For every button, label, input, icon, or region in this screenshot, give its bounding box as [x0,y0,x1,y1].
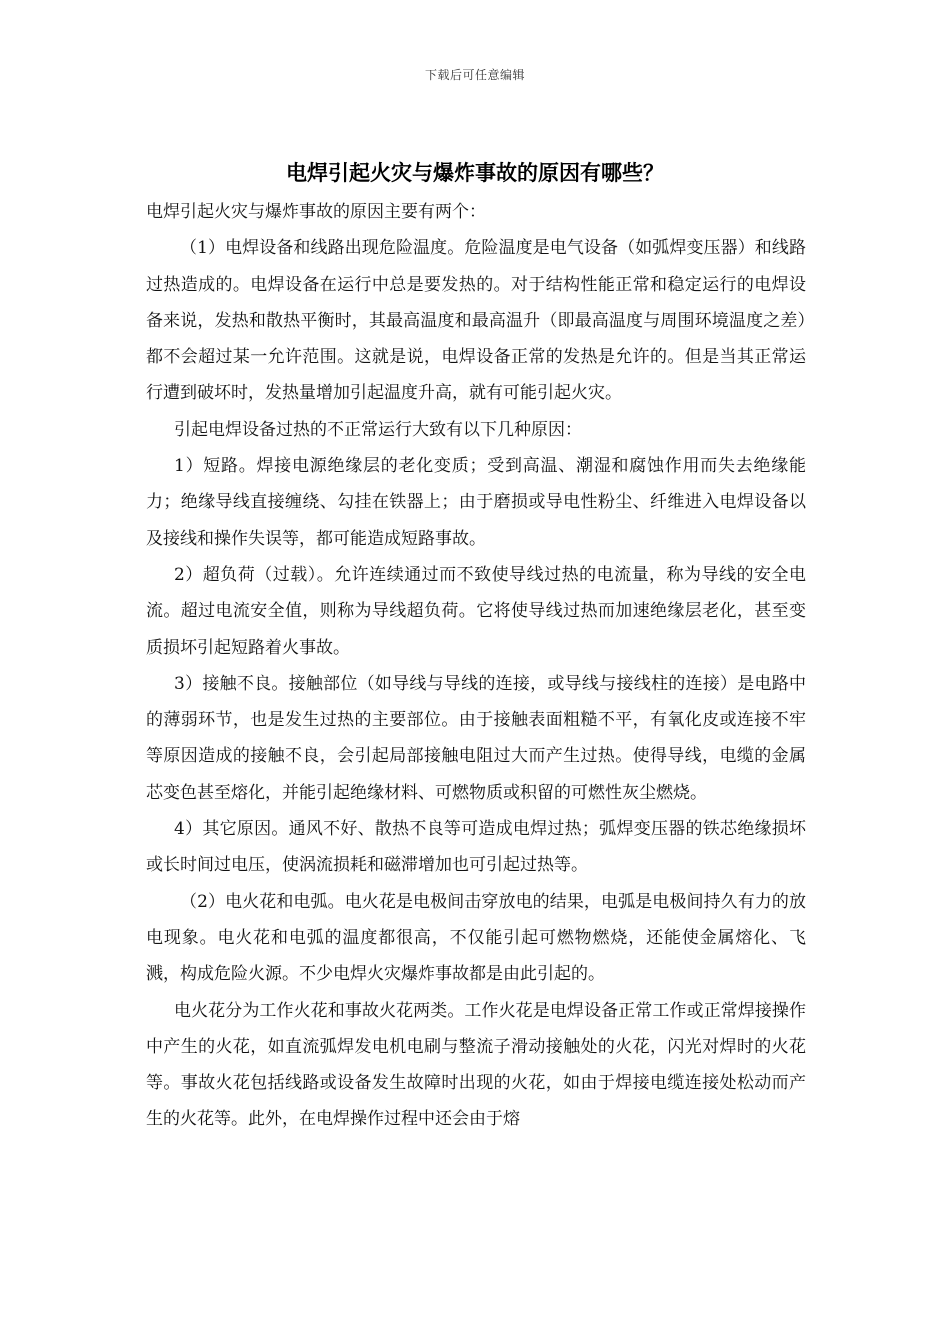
header-note: 下载后可任意编辑 [424,68,525,82]
page-title: 电焊引起火灾与爆炸事故的原因有哪些？ [286,161,664,185]
paragraph-overload: 2）超负荷（过载）。允许连续通过而不致使导线过热的电流量，称为导线的安全电流。超过电流安全值，则称为导线超负荷。它将使导线过热而加速绝缘层老化，甚至变质损坏引起短路着火事故。 [146,564,806,658]
paragraph-intro: 电焊引起火灾与爆炸事故的原因主要有两个： [146,202,486,222]
paragraph-short-circuit: 1）短路。焊接电源绝缘层的老化变质；受到高温、潮湿和腐蚀作用而失去绝缘能力；绝缘导线直接缠绕、勾挂在铁器上；由于磨损或导电性粉尘、纤维进入电焊设备以及接线和操作失误等，都可能造成短路事故。 [146,456,806,549]
paragraph-cause-1: （1）电焊设备和线路出现危险温度。危险温度是电气设备（如弧焊变压器）和线路过热造成的。电焊设备在运行中总是要发热的。对于结构性能正常和稳定运行的电焊设备来说，发热和散热平衡时，其最高温度和最高温升（即最高温度与周围环境温度之差）都不会超过某一允许范围。这就是说，电焊设备正常的发热是允许的。但是当其正常运行遭到破坏时，发热量增加引起温度升高，就有可能引起火灾。 [146,238,806,404]
paragraph-cause-2: （2）电火花和电弧。电火花是电极间击穿放电的结果，电弧是电极间持久有力的放电现象。电火花和电弧的温度都很高，不仅能引起可燃物燃烧，还能使金属熔化、飞溅，构成危险火源。不少电焊火灾爆炸事故都是由此引起的。 [146,891,806,985]
paragraph-poor-contact: 3）接触不良。接触部位（如导线与导线的连接，或导线与接线柱的连接）是电路中的薄弱环节，也是发生过热的主要部位。由于接触表面粗糙不平，有氧化皮或连接不牢等原因造成的接触不良，会引起局部接触电阻过大而产生过热。使得导线，电缆的金属芯变色甚至熔化，并能引起绝缘材料、可燃物质或积留的可燃性灰尘燃烧。 [146,673,806,803]
paragraph-other-reasons: 4）其它原因。通风不好、散热不良等可造成电焊过热；弧焊变压器的铁芯绝缘损坏或长时间过电压，使涡流损耗和磁滞增加也可引起过热等。 [146,819,806,876]
document-body [146,194,806,1138]
paragraph-overheat-reasons: 引起电焊设备过热的不正常运行大致有以下几种原因： [174,419,582,440]
paragraph-spark-types: 电火花分为工作火花和事故火花两类。工作火花是电焊设备正常工作或正常焊接操作中产生的火花，如直流弧焊发电机电刷与整流子滑动接触处的火花，闪光对焊时的火花等。事故火花包括线路或设备发生故障时出现的火花，如由于焊接电缆连接处松动而产生的火花等。此外，在电焊操作过程中还会由于熔 [146,1000,806,1130]
